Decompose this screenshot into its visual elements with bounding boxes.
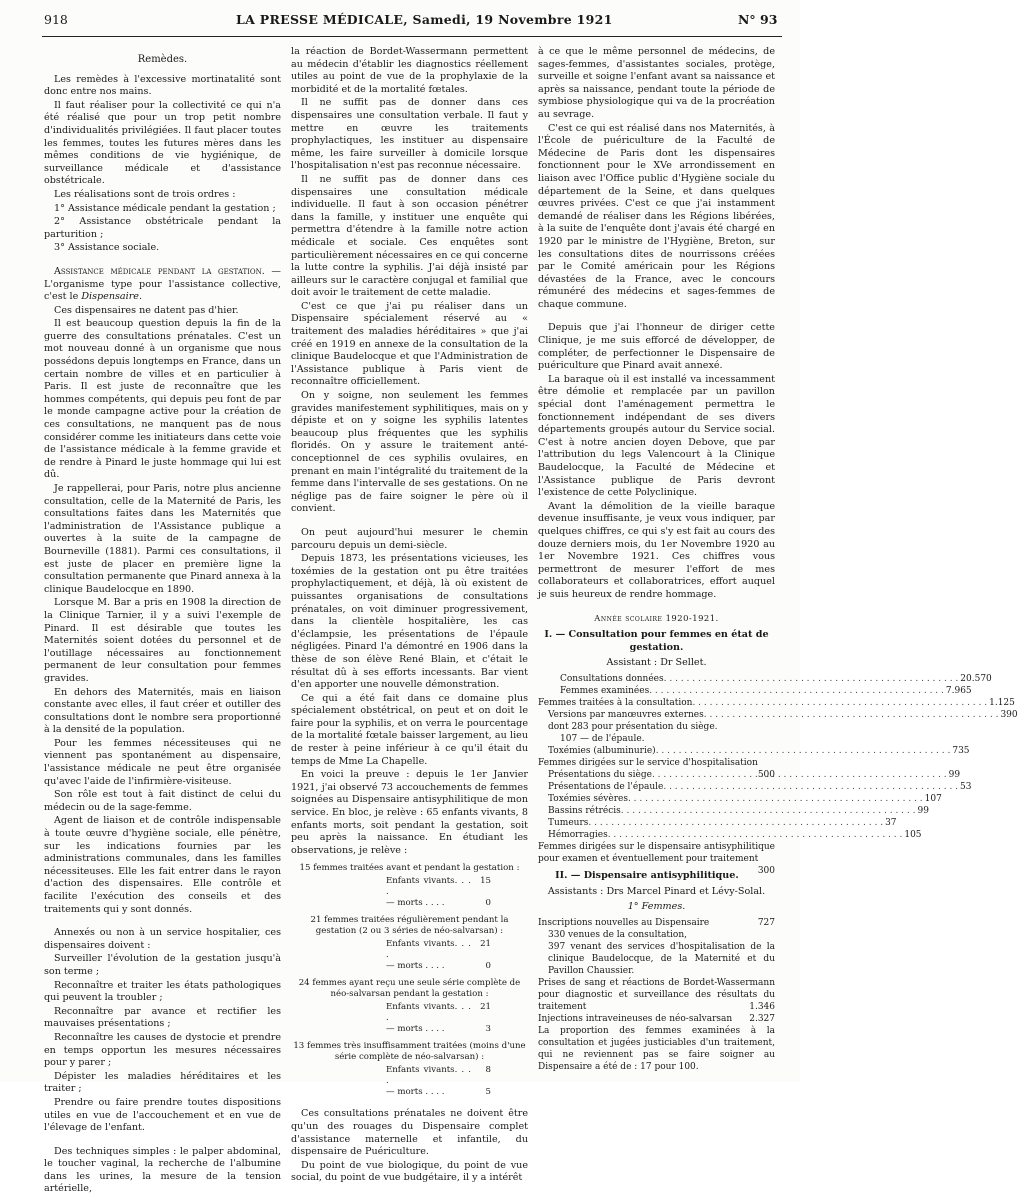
morts-label: — morts . . . .	[386, 1087, 445, 1098]
list-item: Surveiller l'évolution de la gestation jusqu'à son terme ;	[44, 953, 281, 977]
morts-count: 5	[485, 1087, 491, 1098]
stat-value: 735	[952, 745, 970, 756]
vivants-count: 8	[485, 1065, 491, 1076]
stat-row	[538, 745, 970, 757]
list-item: Dépister les maladies héréditaires et les traiter ;	[44, 1070, 281, 1095]
list-item: 1° Assistance médicale pendant la gestation ;	[54, 202, 276, 214]
stat-label: Toxémies (albuminurie)	[548, 745, 656, 756]
stat-value: 1.125	[989, 697, 1015, 708]
stats-list-dispensaire	[538, 917, 775, 1073]
stat-label: Présentations du siège	[548, 769, 652, 780]
stat-row	[538, 673, 992, 685]
outcome-group	[291, 863, 528, 909]
dot-leader	[656, 745, 951, 757]
paragraph-text: — L'organisme type pour l'assistance collective, c'est le	[44, 265, 281, 303]
stats-section-title: II. — Dispensaire antisyphilitique.	[555, 869, 739, 881]
morts-count: 0	[485, 961, 491, 972]
stat-label: Femmes examinées	[560, 685, 650, 696]
stat-row	[538, 817, 897, 829]
paragraph: à ce que le même personnel de médecins, de sages-femmes, d'assistantes sociales, protège, surveille et soigne l'enfant avant sa naissance et après sa naissance, pendant toute la période de symbiose physiologique qui va de la procréation au sevrage.	[538, 46, 775, 120]
morts-label: — morts . . . .	[386, 961, 445, 972]
paragraph: Il ne suffit pas de donner dans ces dispensaires une consultation verbale. Il faut y mettre en œuvre les traitements prophylactiques, les instituer au dispensaire même, les faire surveiller à domicile lorsque l'hospitalisation n'est pas reconnue nécessaire.	[291, 97, 528, 172]
paragraph: En voici la preuve : depuis le 1er Janvier 1921, j'ai observé 73 accouchements de femmes soignées au Dispensaire antisyphilitique de mon service. En bloc, je relève : 65 enfants vivants, 8 enfants morts, soit pendant la gestation, soit peu après la naissance. En étudiant les observations, je relève :	[291, 769, 528, 856]
issue-number: N° 93	[738, 12, 778, 27]
stat-row	[538, 829, 922, 841]
stat-value: 390	[1000, 709, 1018, 720]
group-title: 13 femmes très insuffisamment traitées (moins d'une série complète de néo-salvarsan) :	[293, 1041, 526, 1063]
stat-row: La proportion des femmes examinées à la consultation et jugées justiciables d'un traitement, qui ne reviennent pas se faire soigner au Dispensaire a été de : 17 pour 100.	[538, 1025, 775, 1072]
paragraph: Agent de liaison et de contrôle indispensable à toute œuvre d'hygiène sociale, elle pénètre, sur les indications fournies par les administrations communales, dans les familles nécessiteuses. Elle les fait entrer dans le rayon d'action des dispensaires. Elle contrôle et facilite l'exécution des conseils et des traitements qui y sont donnés.	[44, 815, 281, 915]
dot-leader	[663, 781, 958, 793]
morts-count: 3	[485, 1024, 491, 1035]
paragraph: Je rappellerai, pour Paris, notre plus ancienne consultation, celle de la Maternité de Paris, les consultations faites dans les Maternités que l'administration de l'Assistance publique a ouvertes à la suite de la campagne de Bourneville (1881). Parmi ces consultations, il est juste de placer en première ligne la consultation permanente que Pinard annexa à la clinique Baudelocque en 1890.	[44, 483, 281, 595]
paragraph: On y soigne, non seulement les femmes gravides manifestement syphilitiques, mais on y dépiste et on y soigne les syphilis latentes beaucoup plus fréquentes que les syphilis floridés. On y assure le traitement anté-conceptionnel de ces syphilis ovulaires, en prenant en main l'intégralité du traitement de la femme dans l'intervalle de ses gestations. On ne néglige pas de faire soigner le père où il convient.	[291, 390, 528, 515]
list-item: Reconnaître les causes de dystocie et prendre en temps opportun les mesures nécessaires pour y parer ;	[44, 1031, 281, 1069]
dot-leader	[621, 805, 916, 817]
paragraph: Son rôle est tout à fait distinct de celui du médecin ou de la sage-femme.	[44, 789, 281, 813]
stat-row	[538, 697, 1015, 709]
section-heading: Remèdes.	[137, 54, 188, 65]
list-item: 2° Assistance obstétricale pendant la parturition ;	[44, 216, 281, 240]
subsection-title: Assistance médicale pendant la gestation.	[54, 265, 265, 277]
journal-title: LA PRESSE MÉDICALE, Samedi, 19 Novembre 1921	[236, 12, 613, 27]
paragraph: C'est ce que j'ai pu réaliser dans un Dispensaire spécialement réservé au « traitement des maladies héréditaires » que j'ai créé en 1919 en annexe de la consultation de la clinique Baudelocque et que l'Administration de l'Assistance publique à Paris vient de reconnaître officiellement.	[291, 300, 528, 388]
stats-section-title: I. — Consultation pour femmes en état de gestation.	[544, 629, 769, 653]
dot-leader	[628, 793, 923, 805]
dot-leader	[664, 673, 959, 685]
subsection-label: 1° Femmes.	[627, 901, 686, 913]
paragraph: Assistance médicale pendant la gestation. — L'organisme type pour l'assistance collective, c'est le Dispensaire.	[44, 265, 281, 303]
outcome-group	[291, 978, 528, 1035]
outcome-group	[291, 915, 528, 972]
paragraph: En dehors des Maternités, mais en liaison constante avec elles, il faut créer et outiller des consultations dont le nombre sera proportionné à la densité de la population.	[44, 686, 281, 736]
list-item: Prendre ou faire prendre toutes dispositions utiles en vue de l'accouchement et en vue de l'élevage de l'enfant.	[44, 1096, 281, 1134]
dot-leader	[704, 709, 999, 721]
stat-row: dont 283 pour présentation du siège.	[548, 721, 718, 732]
paragraph: Depuis 1873, les présentations vicieuses, les toxémies de la gestation ont pu être traitées prophylactiquement, et déjà, là où existent de puissantes organisations de consultations prénatales, on voit diminuer progressivement, dans la clientèle hospitalière, les cas d'éclampsie, les présentations de l'épaule négligées. Pinard l'a démontré en 1906 dans la thèse de son élève René Blain, et c'était le résultat dû à ses efforts incessants. Bar vient d'en apporter une nouvelle démonstration.	[291, 553, 528, 691]
stat-value: 300	[757, 865, 775, 876]
group-title: 24 femmes ayant reçu une seule série complète de néo-salvarsan pendant la gestation :	[298, 978, 521, 1000]
vivants-count: 21	[480, 939, 491, 950]
paragraph: la réaction de Bordet-Wassermann permettent au médecin d'établir les diagnostics réellement utiles au point de vue de la prophylaxie de la morbidité et de la mortalité fœtales.	[291, 46, 528, 95]
outcome-group	[291, 1041, 528, 1098]
stat-row	[538, 709, 1018, 721]
stat-value: 99	[917, 805, 929, 816]
paragraph: Depuis que j'ai l'honneur de diriger cette Clinique, je me suis efforcé de développer, de compléter, de perfectionner le Dispensaire de puériculture que Pinard avait annexé.	[538, 322, 775, 372]
running-header	[0, 12, 800, 30]
list-item: Reconnaître et traiter les états pathologiques qui peuvent la troubler ;	[44, 979, 281, 1004]
stat-label: Consultations données	[560, 673, 664, 684]
dot-leader	[692, 697, 987, 709]
morts-label: — morts . . . .	[386, 898, 445, 909]
paragraph: Il ne suffit pas de donner dans ces dispensaires une consultation médicale individuelle. Il faut à son occasion pénétrer dans la famille, y instituer une enquête qui permettra d'étendre à la famille notre action médicale et sociale. Ces enquêtes sont particulièrement nécessaires en ce qui concerne la lutte contre la syphilis. J'ai déjà insisté par ailleurs sur le caractère conjugal et familial que doit avoir le traitement de cette maladie.	[291, 173, 528, 299]
stat-label: Injections intraveineuses de néo-salvarsan	[538, 1013, 733, 1024]
assistant-line: Assistants : Drs Marcel Pinard et Lévy-Solal.	[547, 885, 766, 897]
stat-label: Présentations de l'épaule	[548, 781, 664, 792]
morts-label: — morts . . . .	[386, 1024, 445, 1035]
stat-value: 53	[960, 781, 972, 792]
paragraph: Les réalisations sont de trois ordres :	[54, 188, 236, 200]
paragraph: Annexés ou non à un service hospitalier, ces dispensaires doivent :	[44, 927, 281, 951]
stat-label: Bassins rétrécis	[548, 805, 621, 816]
paragraph: Les remèdes à l'excessive mortinatalité sont donc entre nos mains.	[44, 73, 281, 98]
paragraph: Pour les femmes nécessiteuses qui ne viennent pas spontanément au dispensaire, l'assistance médicale ne peut être organisée qu'avec l'aide de l'infirmière-visiteuse.	[44, 737, 281, 787]
dot-leader	[652, 769, 947, 781]
stat-row	[538, 805, 929, 817]
paragraph: Lorsque M. Bar a pris en 1908 la direction de la Clinique Tarnier, il y a suivi l'exemple de Pinard. Il est désirable que toutes les Maternités soient dotées du personnel et de l'outillage nécessaires au fonctionnement permanent de leur consultation pour femmes gravides.	[44, 597, 281, 684]
stat-label: Femmes dirigées sur le service d'hospitalisation	[538, 757, 758, 768]
group-title: 21 femmes traitées régulièrement pendant la gestation (2 ou 3 séries de néo-salvarsan) :	[310, 915, 509, 937]
stat-value: 2.327	[749, 1013, 775, 1024]
page-number: 918	[44, 12, 68, 27]
stat-label: Inscriptions nouvelles au Dispensaire	[538, 917, 710, 928]
group-title: 15 femmes traitées avant et pendant la gestation :	[299, 863, 520, 874]
stat-row: 107 — de l'épaule.	[560, 733, 645, 744]
stat-row	[538, 917, 775, 929]
assistant-line: Assistant : Dr Sellet.	[606, 657, 707, 669]
header-rule	[42, 36, 782, 37]
stat-label: Femmes dirigées sur le dispensaire antisyphilitique pour examen et éventuellement pour traitement	[538, 841, 775, 864]
paragraph: La baraque où il est installé va incessamment être démolie et remplacée par un pavillon spécial dont l'aménagement permettra le fonctionnement indépendant de ses divers départements groupés autour du Service social. C'est à notre ancien doyen Debove, que par l'attribution du legs Valencourt à la Clinique Baudelocque, la Faculté de Médecine et l'Assistance publique de Paris devront l'existence de cette Polyclinique.	[538, 373, 775, 499]
stat-row	[538, 781, 972, 793]
paragraph: C'est ce qui est réalisé dans nos Maternités, à l'École de puériculture de la Faculté de Médecine de Paris dont les dispensaires fonctionnent pour le XVe arrondissement en liaison avec l'Office public d'Hygiène sociale du département de la Seine, et dans quelques œuvres privées. C'est ce que j'ai instamment demandé de réaliser dans les Régions libérées, à la suite de l'enquête dont j'avais été chargé en 1920 par le ministre de l'Hygiène, Breton, sur les consultations dites de nourrissons créées par le Comité américain pour les Régions dévastées de la France, avec le concours rémunéré des médecins et sages-femmes de chaque commune.	[538, 122, 775, 310]
vivants-label: Enfants vivants. . . .	[386, 939, 471, 961]
stat-label: Hémorragies	[548, 829, 608, 840]
dot-leader	[588, 817, 883, 829]
stat-label: Tumeurs	[548, 817, 589, 828]
column-2	[291, 46, 528, 1184]
stat-value: 727	[757, 917, 775, 928]
stat-label: Toxémies sévères	[548, 793, 628, 804]
list-item: 3° Assistance sociale.	[54, 242, 160, 254]
stat-label: Prises de sang et réactions de Bordet-Wassermann pour diagnostic et surveillance des résultats du traitement	[538, 977, 775, 1012]
paragraph: Ce qui a été fait dans ce domaine plus spécialement obstétrical, on peut et on doit le faire pour la syphilis, et on verra le pourcentage de la mortalité fœtale baisser largement, au lieu de rester à peine inférieur à ce qu'il était du temps de Mme La Chapelle.	[291, 692, 528, 767]
stat-label: Femmes traitées à la consultation	[538, 697, 693, 708]
stat-label: Versions par manœuvres externes	[548, 709, 704, 720]
stat-value: 500	[757, 769, 775, 780]
paragraph: Ces consultations prénatales ne doivent être qu'un des rouages du Dispensaire complet d'assistance maternelle et infantile, du dispensaire de Puériculture.	[291, 1108, 528, 1158]
paragraph: Avant la démolition de la vieille baraque devenue insuffisante, je veux vous indiquer, par quelques chiffres, ce qui s'y est fait au cours des douze derniers mois, du 1er Novembre 1920 au 1er Novembre 1921. Ces chiffres vous permettront de mesurer l'effort de mes collaborateurs et collaboratrices, effort auquel je suis heureux de rendre hommage.	[538, 500, 775, 600]
paragraph: Du point de vue biologique, du point de vue social, du point de vue budgétaire, il y a intérêt	[291, 1159, 528, 1184]
dot-leader	[649, 685, 944, 697]
dot-leader	[608, 829, 903, 841]
paragraph: Il est beaucoup question depuis la fin de la guerre des consultations prénatales. C'est un mot nouveau donné à un organisme que nous possédons depuis longtemps en France, dans un certain nombre de villes et en particulier à Paris. Il est juste de reconnaître que les hommes compétents, qui depuis peu font de par le monde campagne active pour la création de ces consultations, ne manquent pas de nous considérer comme les initiateurs dans cette voie de l'assistance médicale à la femme gravide et de rendre à Pinard le juste hommage qui lui est dû.	[44, 318, 281, 481]
column-1	[44, 46, 281, 1195]
year-heading: Année scolaire 1920-1921.	[594, 612, 719, 623]
stat-value: 99	[948, 769, 961, 780]
stat-value: 1.346	[749, 1001, 775, 1012]
stat-value: 105	[904, 829, 922, 840]
stat-row	[538, 685, 972, 697]
vivants-count: 21	[480, 1002, 491, 1013]
stat-row: 397 venant des services d'hospitalisation de la clinique Baudelocque, de la Maternité et du Pavillon Chaussier.	[548, 941, 775, 976]
morts-count: 0	[485, 898, 491, 909]
stat-row	[538, 977, 775, 1013]
paragraph: Il faut réaliser pour la collectivité ce qui n'a été réalisé que pour un trop petit nombre d'individualités privilégiées. Il faut placer toutes les femmes, toutes les futures mères dans les mêmes conditions de vie hygiénique, de surveillance médicale et d'assistance obstétricale.	[44, 99, 281, 187]
stat-value: 7.965	[945, 685, 972, 696]
stat-row: 330 venues de la consultation,	[548, 929, 688, 940]
vivants-label: Enfants vivants. . . .	[386, 876, 471, 898]
vivants-count: 15	[480, 876, 491, 887]
stat-row	[538, 1013, 775, 1025]
stat-value: 37	[885, 817, 897, 828]
column-3	[538, 46, 1018, 1074]
stat-value: 107	[924, 793, 942, 804]
list-item: Reconnaître par avance et rectifier les mauvaises présentations ;	[44, 1005, 281, 1030]
emphasis: Dispensaire	[81, 291, 139, 303]
stat-value: 20.570	[960, 673, 992, 684]
paragraph: Ces dispensaires ne datent pas d'hier.	[54, 304, 239, 316]
vivants-label: Enfants vivants. . . .	[386, 1002, 471, 1024]
vivants-label: Enfants vivants. . . .	[386, 1065, 471, 1087]
paragraph: On peut aujourd'hui mesurer le chemin parcouru depuis un demi-siècle.	[291, 526, 528, 551]
stat-row	[538, 793, 942, 805]
paragraph: Des techniques simples : le palper abdominal, le toucher vaginal, la recherche de l'albumine dans les urines, la mesure de la tension artérielle,	[44, 1145, 281, 1195]
